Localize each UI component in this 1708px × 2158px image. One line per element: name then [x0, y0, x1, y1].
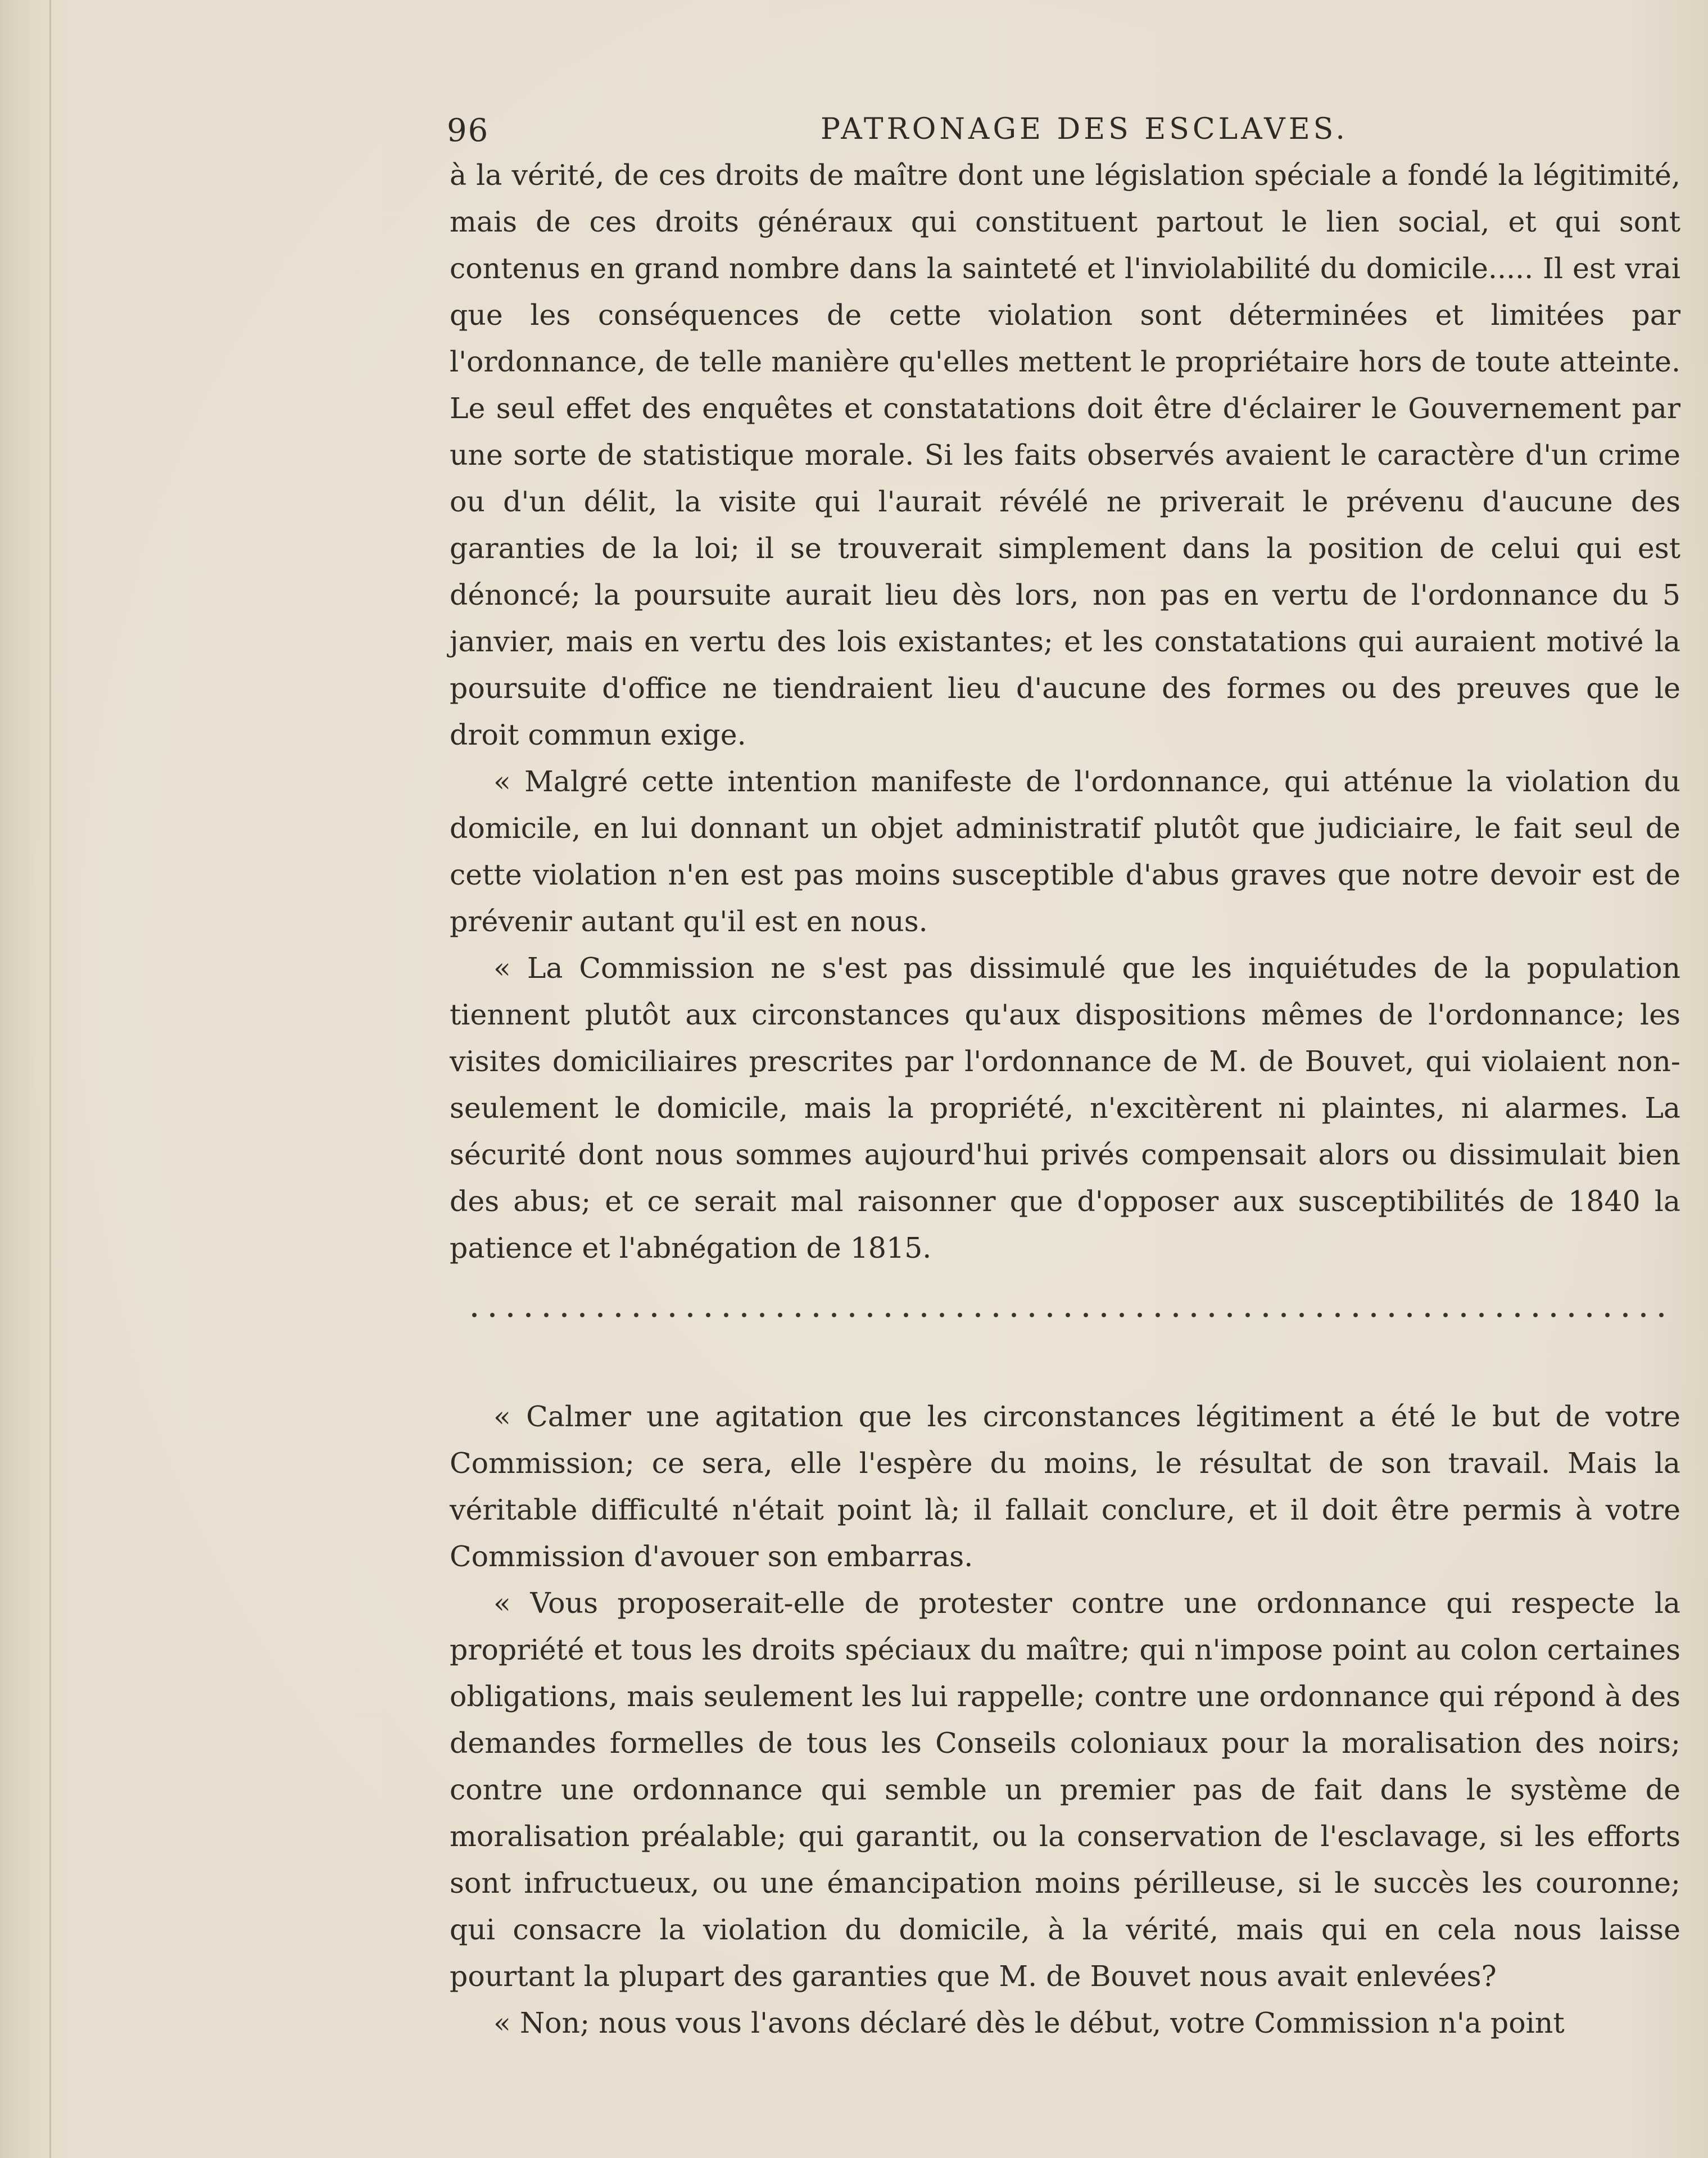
running-title: PATRONAGE DES ESCLAVES. [821, 112, 1348, 146]
paragraph-commission: « La Commission ne s'est pas dissimulé que les inquiétudes de la population tiennent plutôt aux circonstances qu'aux dispositions mêmes de l'ordonnance; les visites domiciliaires prescrites par l'ordonnance de M. de Bouvet, qui violaient non-seulement le domicile, mais la propriété, n'excitèrent ni plaintes, ni alarmes. La sécurité dont nous sommes aujourd'hui privés compensait alors ou dissimulait bien des abus; et ce serait mal raisonner que d'opposer aux susceptibilités de 1840 la patience et l'abnégation de 1815. [450, 951, 1680, 1264]
paragraph-malgre: « Malgré cette intention manifeste de l'ordonnance, qui atténue la violation du domicile, en lui donnant un objet administratif plutôt que judiciaire, le fait seul de cette violation n'en est pas moins susceptible d'abus graves que notre devoir est de prévenir autant qu'il est en nous. [450, 765, 1680, 938]
dotted-line [465, 1312, 1671, 1318]
paragraph-continued: à la vérité, de ces droits de maître dont une législation spéciale a fondé la légitimité, mais de ces droits généraux qui constituent partout le lien social, et qui sont contenus en grand nombre dans la sainteté et l'inviolabilité du domicile..... Il est vrai que les conséquences de cette violation sont déterminées et limitées par l'ordonnance, de telle manière qu'elles mettent le propriétaire hors de toute atteinte. Le seul effet des enquêtes et constatations doit être d'éclairer le Gouvernement par une sorte de statistique morale. Si les faits observés avaient le caractère d'un crime ou d'un délit, la visite qui l'aurait révélé ne priverait le prévenu d'aucune des garanties de la loi; il se trouverait simplement dans la position de celui qui est dénoncé; la poursuite aurait lieu dès lors, non pas en vertu de l'ordonnance du 5 janvier, mais en vertu des lois existantes; et les constatations qui auraient motivé la poursuite d'office ne tiendraient lieu d'aucune des formes ou des preuves que le droit commun exige. [450, 158, 1680, 751]
body-text [450, 152, 1680, 2046]
running-header [447, 112, 1678, 157]
ellipsis-separator [450, 1271, 1680, 1393]
paragraph-non: « Non; nous vous l'avons déclaré dès le début, votre Commission n'a point [493, 2006, 1565, 2039]
page-number: 96 [447, 112, 490, 149]
paragraph-calmer: « Calmer une agitation que les circonstances légitiment a été le but de votre Commission; ce sera, elle l'espère du moins, le résultat de son travail. Mais la véritable difficulté n'était point là; il fallait conclure, et il doit être permis à votre Commission d'avouer son embarras. [450, 1400, 1680, 1573]
binding-gutter [49, 0, 51, 2158]
paragraph-vous-proposerait: « Vous proposerait-elle de protester contre une ordonnance qui respecte la propriété et tous les droits spéciaux du maître; qui n'impose point au colon certaines obligations, mais seulement les lui rappelle; contre une ordonnance qui répond à des demandes formelles de tous les Conseils coloniaux pour la moralisation des noirs; contre une ordonnance qui semble un premier pas de fait dans le système de moralisation préalable; qui garantit, ou la conservation de l'esclavage, si les efforts sont infructueux, ou une émancipation moins périlleuse, si le succès les couronne; qui consacre la violation du domicile, à la vérité, mais qui en cela nous laisse pourtant la plupart des garanties que M. de Bouvet nous avait enlevées? [450, 1586, 1680, 1993]
